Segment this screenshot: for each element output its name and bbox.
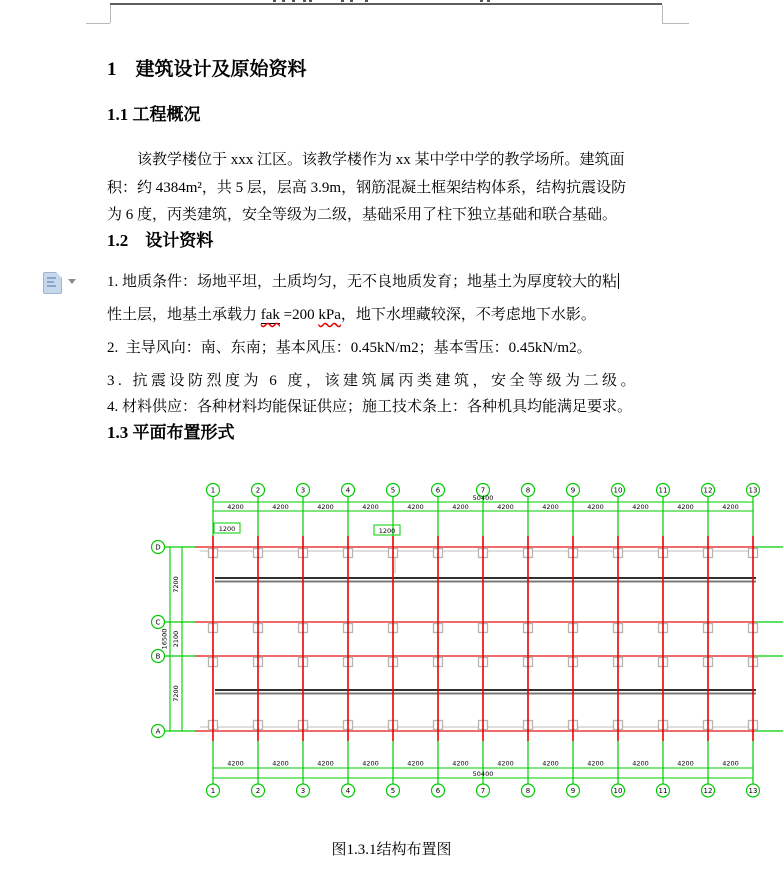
column-axis-bubble-bottom-label: 2 [255,787,261,795]
span-dimension-label: 4200 [227,503,244,511]
body-line: 积：约 4384m²，共 5 层，层高 3.9m，钢筋混凝土框架结构体系，结构抗震设防 [107,180,627,196]
row-axis-bubble-label: A [155,727,161,736]
span-dimension-label: 4200 [497,503,514,511]
column-axis-bubble-bottom-label: 1 [210,787,216,795]
span-dimension-label: 4200 [407,503,424,511]
row-total-dimension-label: 16500 [160,628,169,650]
span-dimension-label: 4200 [317,759,334,768]
column-axis-bubble-bottom-label: 4 [345,787,351,795]
span-dimension-label: 4200 [722,503,739,511]
figure-caption: 图1.3.1结构布置图 [331,842,452,858]
heading-chapter-1: 1 建筑设计及原始资料 [107,59,307,80]
span-dimension-label: 4200 [587,503,604,511]
span-dimension-label: 4200 [317,503,334,511]
total-dimension-label: 50400 [472,770,494,778]
column-axis-bubble-top-label: 13 [748,486,758,495]
column-axis-bubble-bottom-label: 11 [658,787,668,795]
offset-dimension-label: 1200 [378,527,396,535]
span-dimension-label: 4200 [452,759,469,768]
column-axis-bubble-top-label: 1 [210,486,216,495]
row-dimension-label: 7200 [172,685,180,702]
heading-1-1: 1.1 工程概况 [107,105,201,124]
span-dimension-label: 4200 [407,759,424,768]
list-item-1-line-2: 性土层，地基土承载力 fak =200 kPa，地下水埋藏较深，不考虑地下水影。 [107,307,596,323]
column-axis-bubble-top-label: 10 [613,486,623,495]
list-item-2: 2. 主导风向：南、东南；基本风压：0.45kN/m2；基本雪压：0.45kN/m2。 [107,340,592,356]
row-axis-bubble-label: C [155,618,161,627]
span-dimension-label: 4200 [632,759,649,768]
total-dimension-label: 50400 [472,494,494,502]
span-dimension-label: 4200 [722,759,739,768]
list-item-1-line-1: 1. 地质条件：场地平坦，土质均匀，无不良地质发育；地基土为厚度较大的粘 [107,274,618,290]
span-dimension-label: 4200 [227,759,244,768]
span-dimension-label: 4200 [677,759,694,768]
column-axis-bubble-top-label: 11 [658,486,668,495]
span-dimension-label: 4200 [452,503,469,511]
column-axis-bubble-bottom-label: 3 [300,787,306,795]
body-line: 为 6 度，丙类建筑，安全等级为二级，基础采用了柱下独立基础和联合基础。 [107,207,618,223]
column-axis-bubble-bottom-label: 13 [748,787,758,795]
column-axis-bubble-top-label: 2 [255,486,261,495]
column-axis-bubble-bottom-label: 8 [525,787,531,795]
span-dimension-label: 4200 [542,503,559,511]
span-dimension-label: 4200 [272,503,289,511]
heading-1-3: 1.3 平面布置形式 [107,423,235,442]
column-axis-bubble-bottom-label: 5 [390,787,396,795]
span-dimension-label: 4200 [542,759,559,768]
spellcheck-term-kpa: kPa [318,307,341,323]
column-axis-bubble-top-label: 3 [300,486,306,495]
column-axis-bubble-top-label: 6 [435,486,441,495]
body-line: 该教学楼位于 xxx 江区。该教学楼作为 xx 某中学中学的教学场所。建筑面 [137,152,625,168]
row-dimension-label: 2100 [172,630,180,648]
span-dimension-label: 4200 [677,503,694,511]
column-axis-bubble-top-label: 8 [525,486,531,495]
column-axis-bubble-bottom-label: 9 [570,787,576,795]
column-axis-bubble-bottom-label: 12 [703,787,713,795]
span-dimension-label: 4200 [362,503,379,511]
span-dimension-label: 4200 [362,759,379,768]
row-dimension-label: 7200 [172,576,180,593]
span-dimension-label: 4200 [272,759,289,768]
heading-1-2: 1.2 设计资料 [107,231,214,250]
column-axis-bubble-bottom-label: 6 [435,787,441,795]
row-axis-bubble-label: D [155,543,161,552]
column-axis-bubble-top-label: 12 [703,486,713,495]
list-item-4: 4. 材料供应：各种材料均能保证供应；施工技术条上：各种机具均能满足要求。 [107,399,633,415]
column-axis-bubble-top-label: 5 [390,486,396,495]
column-axis-bubble-bottom-label: 10 [613,787,623,795]
column-axis-bubble-top-label: 7 [480,486,486,495]
row-axis-bubble-label: B [155,652,161,661]
column-axis-bubble-bottom-label: 7 [480,787,486,795]
spellcheck-term-fak: fak [260,307,280,323]
span-dimension-label: 4200 [497,759,514,768]
span-dimension-label: 4200 [587,759,604,768]
list-item-3: 3. 抗震设防烈度为 6 度，该建筑属丙类建筑，安全等级为二级。 [107,373,640,389]
column-axis-bubble-top-label: 9 [570,486,576,495]
offset-dimension-label: 1200 [218,525,236,533]
column-axis-bubble-top-label: 4 [345,486,351,495]
span-dimension-label: 4200 [632,503,649,511]
